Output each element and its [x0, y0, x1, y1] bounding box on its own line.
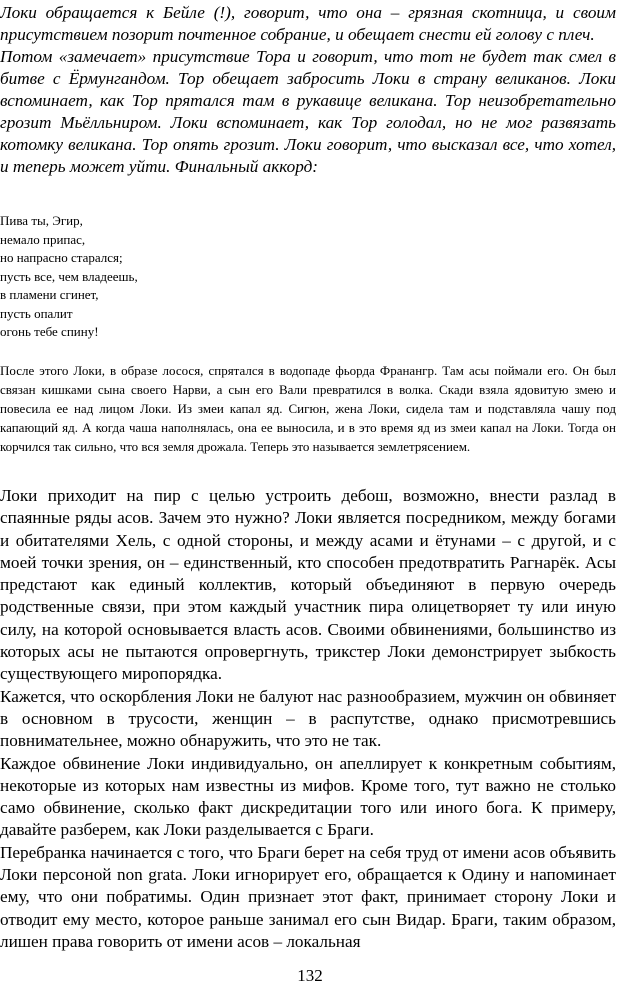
poem-line: но напрасно старался; [0, 250, 123, 265]
italic-narrative [0, 2, 616, 178]
poem-line: немало припас, [0, 231, 86, 247]
poem-line: в пламени сгинет, [0, 287, 99, 302]
main-paragraph-4: Перебранка начинается с того, что Браги берет на себя труд от имени асов объявить Локи персоной non grata. Локи игнорирует его, обращается к Одину и напоминает ему, что они побратимы. Один признает этот факт, принимает сторону Локи и отводит ему место, которое раньше занимал его сын Видар. Браги, таким образом, лишен права говорить от имени асов – локальная [0, 842, 616, 951]
italic-paragraph-2: Потом «замечает» присутствие Тора и говорит, что тот не будет так смел в битве с Ёрмунгандом. Тор обещает забросить Локи в страну великанов. Локи вспоминает, как Тор прятался там в рукавице великана. Тор неизобретательно грозит Мьёлльниром. Локи вспоминает, как Тор голодал, но не мог развязать котомку великана. Тор опять грозит. Локи говорит, что высказал все, что хотел, и теперь может уйти. Финальный аккорд: [0, 47, 616, 176]
main-body-text [0, 485, 616, 953]
poem-line: пусть все, чем владеешь, [0, 268, 138, 284]
poem-line: Пива ты, Эгир, [0, 213, 83, 228]
poem-line: пусть опалит [0, 305, 73, 321]
poem-line: огонь тебе спину! [0, 324, 99, 339]
poem-stanza [0, 212, 138, 342]
small-prose-paragraph: После этого Локи, в образе лосося, спрятался в водопаде фьорда Франангр. Там асы поймали его. Он был связан кишками сына своего Нарви, а сын его Вали превратился в волка. Скади взяла ядовитую змею и повесила ее над лицом Локи. Из змеи капал яд. Сигюн, жена Локи, сидела там и подставляла чашу под капающий яд. А когда чаша наполнялась, она ее выносила, и в это время яд из змеи капал на Локи. Тогда он корчился так сильно, что вся земля дрожала. Теперь это называется землетрясением. [0, 363, 616, 454]
italic-paragraph-1: Локи обращается к Бейле (!), говорит, что она – грязная скотница, и своим присутствием позорит почтенное собрание, и обещает снести ей голову с плеч. [0, 3, 616, 44]
main-paragraph-2: Кажется, что оскорбления Локи не балуют нас разнообразием, мужчин он обвиняет в основном в трусости, женщин – в распутстве, однако присмотревшись повнимательнее, можно обнаружить, что это не так. [0, 686, 616, 751]
main-paragraph-3: Каждое обвинение Локи индивидуально, он апеллирует к конкретным событиям, некоторые из которых нам известны из мифов. Кроме того, тут важно не столько само обвинение, сколько факт дискредитации того или иного бога. К примеру, давайте разберем, как Локи разделывается с Браги. [0, 753, 616, 840]
main-paragraph-1: Локи приходит на пир с целью устроить дебош, возможно, внести разлад в спаянные ряды асов. Зачем это нужно? Локи является посредником, между богами и обитателями Хель, с одной стороны, и между асами и ётунами – с другой, и с моей точки зрения, он – единственный, кто способен предотвратить Рагнарёк. Асы предстают как единый коллектив, который объединяют в первую очередь родственные связи, при этом каждый участник пира олицетворяет ту или иную силу, на которой основывается власть асов. Своими обвинениями, большинство из которых асы не пытаются опровергнуть, трикстер Локи демонстрирует зыбкость существующего миропорядка. [0, 486, 616, 684]
page-number: 132 [297, 966, 323, 985]
